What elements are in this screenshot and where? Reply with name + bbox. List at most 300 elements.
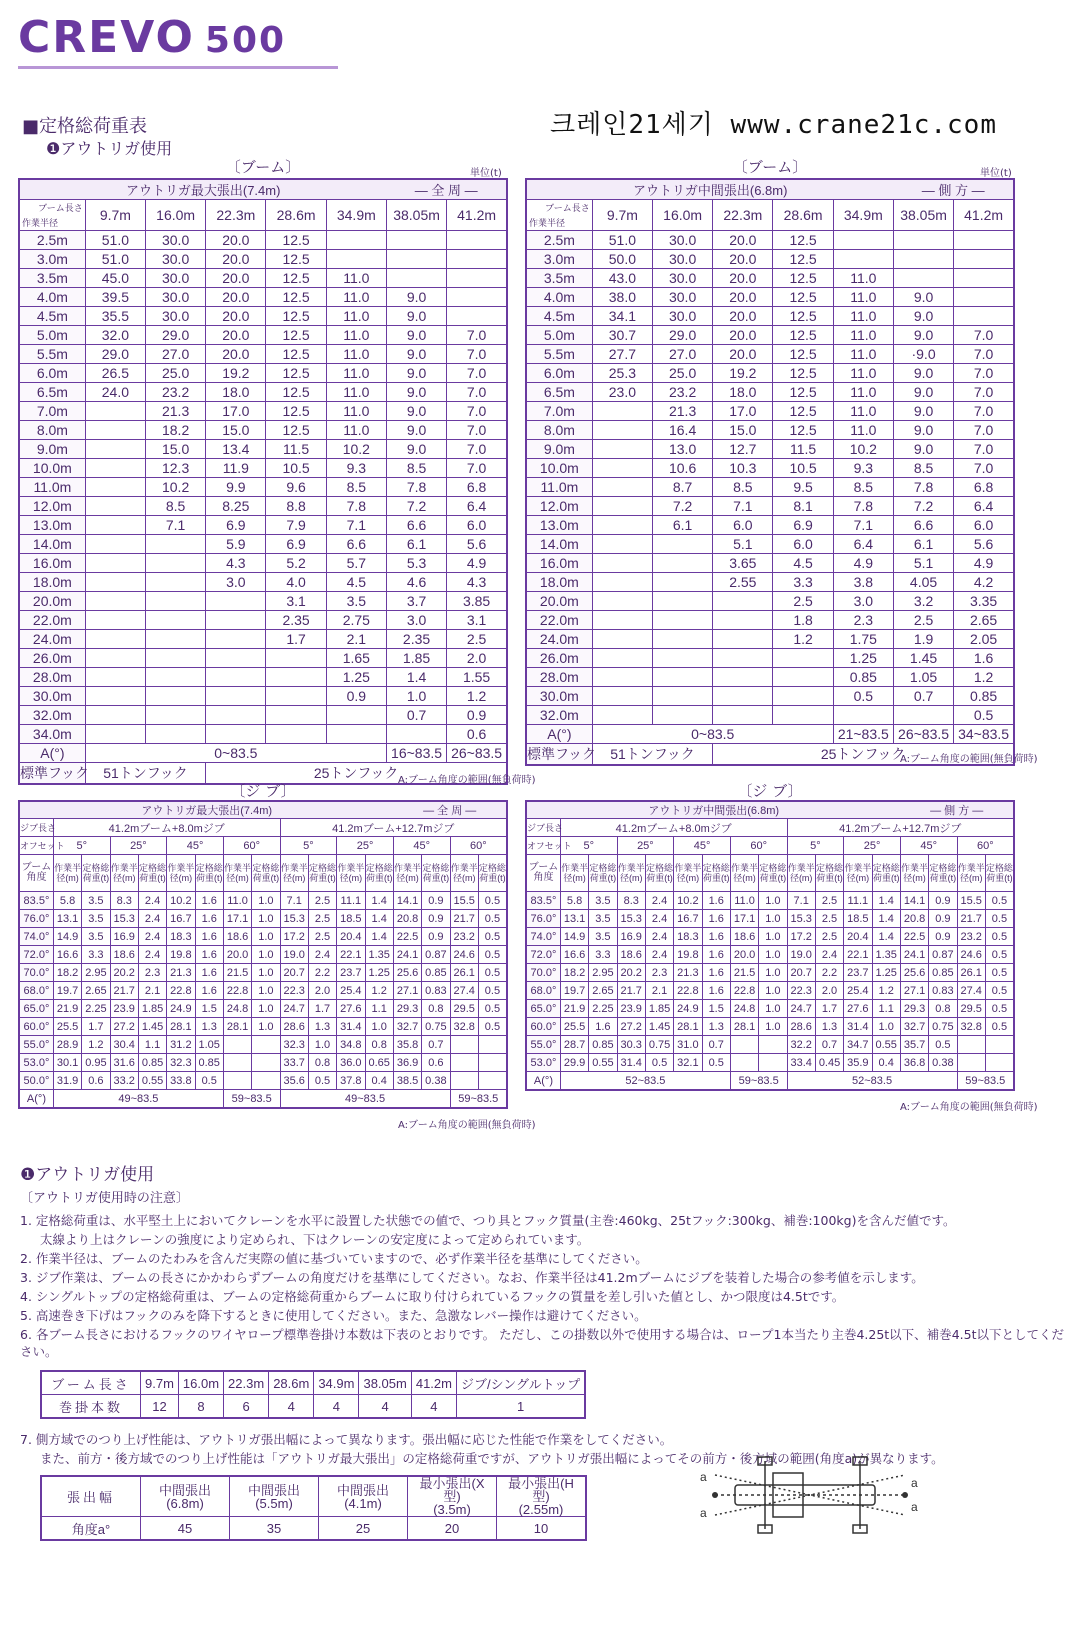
angle-cell: 21~83.5 — [833, 725, 893, 744]
angle-cell: 52~83.5 — [560, 1072, 730, 1091]
load-cell: 6.9 — [773, 516, 833, 535]
value-cell: 24.8 — [730, 1000, 758, 1018]
load-cell: 25.0 — [653, 364, 713, 383]
angle-cell: 65.0° — [526, 1000, 560, 1018]
load-cell: 5.6 — [954, 535, 1014, 554]
load-cell: 7.0 — [954, 326, 1014, 345]
value-cell: 27.2 — [110, 1018, 138, 1036]
corner-bottom: 作業半径 — [22, 218, 59, 228]
value-cell — [252, 1054, 280, 1072]
wire-header-length: ブーム長さ — [41, 1371, 141, 1395]
load-cell — [206, 649, 266, 668]
value-cell: 3.5 — [589, 892, 617, 910]
load-cell: 9.0 — [893, 364, 953, 383]
angle-cell: 34~83.5 — [954, 725, 1014, 744]
load-cell — [206, 687, 266, 706]
load-cell: 8.5 — [893, 459, 953, 478]
value-cell: 23.7 — [844, 964, 872, 982]
value-cell: 2.95 — [589, 964, 617, 982]
angle-value-cell: 45 — [141, 1517, 230, 1541]
value-cell: 32.7 — [900, 1018, 928, 1036]
load-cell: 5.7 — [326, 554, 386, 573]
value-cell: 0.9 — [422, 892, 450, 910]
load-cell — [592, 478, 652, 497]
value-cell: 28.6 — [280, 1018, 308, 1036]
table-row — [19, 307, 507, 326]
load-cell: 3.0 — [386, 611, 446, 630]
value-cell: 24.6 — [450, 946, 478, 964]
radius-cell: 5.0m — [526, 326, 592, 345]
load-cell: 23.2 — [653, 383, 713, 402]
radius-sub-header: 作業半径(m) — [393, 855, 421, 892]
value-cell: 1.6 — [702, 982, 730, 1000]
value-cell: 31.2 — [167, 1036, 195, 1054]
angle-label: A(°) — [19, 1090, 53, 1109]
value-cell: 16.7 — [167, 910, 195, 928]
boom-length-header: 22.3m — [206, 200, 266, 231]
jib-config-header: 41.2mブーム+12.7mジブ — [787, 819, 1014, 837]
table-row — [526, 326, 1014, 345]
value-cell: 27.1 — [393, 982, 421, 1000]
angle-cell: 55.0° — [526, 1036, 560, 1054]
value-cell: 18.3 — [674, 928, 702, 946]
load-cell: 9.0 — [386, 307, 446, 326]
load-cell: 12.5 — [773, 326, 833, 345]
load-cell — [146, 592, 206, 611]
load-cell: 2.65 — [954, 611, 1014, 630]
value-cell: 20.8 — [900, 910, 928, 928]
value-cell: 2.5 — [815, 910, 843, 928]
table-row — [526, 592, 1014, 611]
radius-cell: 14.0m — [526, 535, 592, 554]
value-cell: 0.7 — [815, 1036, 843, 1054]
angle-cell: 72.0° — [19, 946, 53, 964]
outrigger-width-cell: 中間張出 (6.8m) — [141, 1476, 230, 1517]
load-cell: 6.1 — [653, 516, 713, 535]
value-cell: 22.5 — [900, 928, 928, 946]
value-cell: 32.3 — [280, 1036, 308, 1054]
value-cell — [957, 1054, 985, 1072]
value-cell: 28.1 — [674, 1018, 702, 1036]
load-cell: 45.0 — [85, 269, 145, 288]
value-cell: 15.3 — [617, 910, 645, 928]
value-cell: 2.0 — [308, 982, 336, 1000]
radius-cell: 2.5m — [19, 231, 85, 250]
value-cell: 35.8 — [393, 1036, 421, 1054]
load-cell: 1.05 — [893, 668, 953, 687]
load-cell — [447, 307, 507, 326]
value-cell: 17.2 — [787, 928, 815, 946]
load-cell — [833, 250, 893, 269]
value-cell: 0.4 — [872, 1054, 900, 1072]
value-cell: 0.5 — [478, 964, 507, 982]
radius-cell: 3.5m — [526, 269, 592, 288]
value-cell: 33.4 — [787, 1054, 815, 1072]
load-cell — [146, 573, 206, 592]
angle-cell: 74.0° — [19, 928, 53, 946]
table-row — [19, 630, 507, 649]
value-cell: 28.1 — [223, 1018, 251, 1036]
value-cell: 0.5 — [985, 910, 1014, 928]
table-row — [19, 459, 507, 478]
jib-config-header: 41.2mブーム+8.0mジブ — [53, 819, 280, 837]
load-cell — [592, 649, 652, 668]
load-cell: 9.0 — [386, 345, 446, 364]
value-cell: 27.4 — [957, 982, 985, 1000]
boom-length-header: 34.9m — [326, 200, 386, 231]
value-cell: 20.8 — [393, 910, 421, 928]
load-cell: 0.9 — [447, 706, 507, 725]
load-cell — [85, 649, 145, 668]
wire-length-cell: 41.2m — [411, 1371, 456, 1395]
load-cell: 4.6 — [386, 573, 446, 592]
diagram-label-a: a — [700, 1506, 707, 1520]
angle-label: A(°) — [19, 744, 85, 763]
load-cell: 4.9 — [833, 554, 893, 573]
load-cell — [713, 630, 773, 649]
radius-cell: 7.0m — [526, 402, 592, 421]
boom-length-header: 9.7m — [85, 200, 145, 231]
wire-rope-table-wrap — [40, 1370, 1070, 1419]
value-cell: 10.2 — [674, 892, 702, 910]
load-cell — [954, 231, 1014, 250]
corner-top: ブーム長さ — [545, 203, 590, 213]
load-cell: 11.0 — [326, 288, 386, 307]
value-cell: 1.0 — [252, 910, 280, 928]
load-cell: 7.1 — [713, 497, 773, 516]
table-row — [19, 383, 507, 402]
table-row — [526, 928, 1014, 946]
section-subtitle: ❶アウトリガ使用 — [46, 139, 173, 158]
angle-cell: 83.5° — [19, 892, 53, 910]
radius-sub-header: 作業半径(m) — [560, 855, 588, 892]
angle-cell: 53.0° — [19, 1054, 53, 1072]
load-cell — [146, 554, 206, 573]
value-cell: 21.7 — [110, 982, 138, 1000]
value-cell — [478, 1072, 507, 1090]
value-cell: 35.7 — [900, 1036, 928, 1054]
value-cell: 1.85 — [138, 1000, 166, 1018]
angle-cell: 53.0° — [526, 1054, 560, 1072]
load-cell: 7.0 — [954, 440, 1014, 459]
table-row — [19, 668, 507, 687]
load-cell: 34.1 — [592, 307, 652, 326]
radius-sub-header: 作業半径(m) — [957, 855, 985, 892]
load-cell: 10.3 — [713, 459, 773, 478]
value-cell: 1.6 — [195, 910, 223, 928]
radius-cell: 5.0m — [19, 326, 85, 345]
load-cell — [653, 573, 713, 592]
load-cell: 8.7 — [653, 478, 713, 497]
boom-angle-label: ブーム角度 — [19, 855, 53, 892]
value-cell: 22.3 — [280, 982, 308, 1000]
value-cell — [759, 1036, 787, 1054]
value-cell: 26.1 — [450, 964, 478, 982]
load-cell: 3.85 — [447, 592, 507, 611]
load-cell — [266, 725, 326, 744]
value-cell: 3.5 — [82, 892, 110, 910]
load-cell: 7.2 — [386, 497, 446, 516]
value-cell: 1.0 — [308, 1036, 336, 1054]
load-cell — [266, 668, 326, 687]
radius-cell: 26.0m — [526, 649, 592, 668]
value-cell: 1.4 — [365, 910, 393, 928]
boom-length-header: 38.05m — [386, 200, 446, 231]
note-item-7: 7. 側方域でのつり上げ性能は、アウトリガ張出幅によって異なります。張出幅に応じた性能で作業をしてください。 — [20, 1432, 673, 1447]
value-cell: 2.25 — [82, 1000, 110, 1018]
value-cell: 18.6 — [617, 946, 645, 964]
load-cell: 9.0 — [893, 307, 953, 326]
load-cell: 2.55 — [713, 573, 773, 592]
load-cell: 12.7 — [713, 440, 773, 459]
value-cell: 2.5 — [308, 928, 336, 946]
load-cell — [592, 554, 652, 573]
load-cell — [653, 535, 713, 554]
load-cell: 0.85 — [954, 687, 1014, 706]
value-cell: 0.83 — [422, 982, 450, 1000]
angle-value-cell: 35 — [230, 1517, 319, 1541]
load-cell: 20.0 — [713, 307, 773, 326]
load-cell: 8.5 — [146, 497, 206, 516]
value-cell: 14.1 — [393, 892, 421, 910]
load-cell — [146, 630, 206, 649]
load-cell: 12.5 — [773, 364, 833, 383]
value-cell — [730, 1036, 758, 1054]
value-cell: 21.5 — [223, 964, 251, 982]
angle-cell: 76.0° — [526, 910, 560, 928]
load-cell: 9.5 — [773, 478, 833, 497]
value-cell: 1.6 — [702, 892, 730, 910]
load-cell: 5.1 — [713, 535, 773, 554]
table-row — [526, 892, 1014, 910]
load-cell: 29.0 — [653, 326, 713, 345]
load-cell: 6.4 — [447, 497, 507, 516]
load-cell: 3.1 — [266, 592, 326, 611]
table-zone: ― 全 周 ― — [386, 179, 507, 200]
value-cell: 0.85 — [929, 964, 957, 982]
load-cell — [713, 706, 773, 725]
load-cell: 12.5 — [266, 402, 326, 421]
angle-cell: 52~83.5 — [787, 1072, 957, 1091]
table-row — [19, 611, 507, 630]
value-cell: 18.6 — [223, 928, 251, 946]
table-row — [526, 649, 1014, 668]
boom-length-header: 38.05m — [893, 200, 953, 231]
value-cell: 0.8 — [929, 1000, 957, 1018]
radius-cell: 5.5m — [526, 345, 592, 364]
corner-cell — [526, 200, 592, 231]
table-row — [526, 946, 1014, 964]
value-cell: 3.5 — [589, 928, 617, 946]
value-cell: 2.4 — [815, 946, 843, 964]
load-cell: 25.3 — [592, 364, 652, 383]
radius-sub-header: 作業半径(m) — [787, 855, 815, 892]
load-cell: 30.0 — [653, 250, 713, 269]
load-cell: 3.3 — [773, 573, 833, 592]
table-zone: ― 全 周 ― — [393, 801, 507, 819]
load-cell: 20.0 — [713, 250, 773, 269]
value-cell: 0.5 — [195, 1072, 223, 1090]
load-cell — [266, 706, 326, 725]
load-cell: 20.0 — [206, 326, 266, 345]
load-cell: 16.4 — [653, 421, 713, 440]
radius-cell: 4.5m — [19, 307, 85, 326]
value-cell: 32.7 — [393, 1018, 421, 1036]
angle-cell: 65.0° — [19, 1000, 53, 1018]
value-cell: 2.4 — [645, 946, 673, 964]
value-cell: 28.9 — [53, 1036, 81, 1054]
load-cell — [592, 668, 652, 687]
table-row — [526, 687, 1014, 706]
value-cell — [730, 1054, 758, 1072]
value-cell: 3.3 — [589, 946, 617, 964]
table-row — [19, 1000, 507, 1018]
offset-header: 5° — [560, 837, 617, 855]
value-cell: 21.5 — [730, 964, 758, 982]
load-cell: 20.0 — [206, 307, 266, 326]
value-cell: 1.4 — [365, 892, 393, 910]
angle-row — [526, 725, 1014, 744]
value-cell: 1.6 — [195, 892, 223, 910]
radius-cell: 9.0m — [19, 440, 85, 459]
load-cell: 0.7 — [893, 687, 953, 706]
table-title: アウトリガ最大張出(7.4m) — [19, 179, 386, 200]
load-cell: 3.35 — [954, 592, 1014, 611]
load-cell: 11.0 — [833, 269, 893, 288]
diagram-label-a: a — [911, 1500, 918, 1514]
value-cell: 24.7 — [787, 1000, 815, 1018]
load-cell — [85, 630, 145, 649]
value-cell: 7.1 — [787, 892, 815, 910]
value-cell: 1.25 — [365, 964, 393, 982]
wire-length-cell: 34.9m — [314, 1371, 359, 1395]
value-cell: 24.7 — [280, 1000, 308, 1018]
value-cell: 15.5 — [957, 892, 985, 910]
load-cell: 6.4 — [954, 497, 1014, 516]
radius-cell: 11.0m — [526, 478, 592, 497]
load-cell: 11.0 — [326, 307, 386, 326]
table-row — [19, 649, 507, 668]
angle-header-a: 角度a° — [41, 1517, 141, 1541]
load-cell: 30.0 — [653, 307, 713, 326]
value-cell: 28.1 — [167, 1018, 195, 1036]
load-cell: 4.5 — [773, 554, 833, 573]
value-cell: 0.5 — [645, 1054, 673, 1072]
load-cell: 7.8 — [893, 478, 953, 497]
value-cell: 25.6 — [393, 964, 421, 982]
value-cell: 2.5 — [815, 892, 843, 910]
value-cell — [450, 1054, 478, 1072]
value-cell: 25.5 — [53, 1018, 81, 1036]
value-cell: 33.7 — [280, 1054, 308, 1072]
value-cell: 1.7 — [82, 1018, 110, 1036]
radius-cell: 20.0m — [526, 592, 592, 611]
load-cell — [447, 250, 507, 269]
table-row — [19, 1018, 507, 1036]
brand-logo — [18, 12, 286, 63]
value-cell: 0.87 — [929, 946, 957, 964]
load-cell: 3.8 — [833, 573, 893, 592]
unit-label-right: 単位(t) — [980, 168, 1012, 179]
angle-note-boom-left: A:ブーム角度の範囲(無負荷時) — [398, 775, 536, 786]
value-cell: 21.9 — [53, 1000, 81, 1018]
value-cell: 0.5 — [478, 946, 507, 964]
load-cell: 9.3 — [326, 459, 386, 478]
table-row — [526, 964, 1014, 982]
load-cell — [266, 687, 326, 706]
wire-length-cell: 38.05m — [359, 1371, 411, 1395]
value-cell: 1.0 — [252, 946, 280, 964]
table-row — [19, 687, 507, 706]
value-cell: 22.8 — [223, 982, 251, 1000]
load-cell — [592, 459, 652, 478]
load-cell: 9.9 — [206, 478, 266, 497]
load-cell: 9.0 — [893, 383, 953, 402]
load-cell: 30.0 — [146, 288, 206, 307]
angle-cell: 49~83.5 — [53, 1090, 223, 1109]
load-cell: 12.5 — [773, 421, 833, 440]
load-cell — [447, 231, 507, 250]
value-cell: 2.4 — [645, 928, 673, 946]
load-cell: 3.0 — [206, 573, 266, 592]
table-row — [526, 383, 1014, 402]
load-cell — [833, 706, 893, 725]
brand-model: 500 — [204, 20, 287, 61]
value-cell: 18.3 — [167, 928, 195, 946]
load-cell: 2.5 — [773, 592, 833, 611]
load-cell — [85, 535, 145, 554]
load-cell: 4.9 — [447, 554, 507, 573]
hook-label: 標準フック — [19, 763, 85, 785]
load-cell — [653, 592, 713, 611]
value-cell: 1.0 — [759, 910, 787, 928]
value-cell: 2.1 — [645, 982, 673, 1000]
table-row — [19, 1072, 507, 1090]
load-cell: 1.4 — [386, 668, 446, 687]
value-cell: 29.3 — [393, 1000, 421, 1018]
value-cell: 15.3 — [787, 910, 815, 928]
wire-count-cell: 6 — [224, 1395, 269, 1419]
value-cell: 1.3 — [702, 1018, 730, 1036]
value-cell: 1.6 — [702, 946, 730, 964]
angle-row — [19, 744, 507, 763]
radius-cell: 13.0m — [526, 516, 592, 535]
table-row — [526, 910, 1014, 928]
load-cell — [893, 250, 953, 269]
table-row — [526, 231, 1014, 250]
load-sub-header: 定格総荷重(t) — [308, 855, 336, 892]
load-cell: 10.2 — [326, 440, 386, 459]
radius-cell: 4.5m — [526, 307, 592, 326]
boom-length-header: 22.3m — [713, 200, 773, 231]
load-cell: 1.65 — [326, 649, 386, 668]
load-cell: 9.3 — [833, 459, 893, 478]
boom-length-header: 16.0m — [653, 200, 713, 231]
load-cell — [85, 687, 145, 706]
load-cell: 2.5 — [447, 630, 507, 649]
value-cell: 10.2 — [167, 892, 195, 910]
value-cell: 0.87 — [422, 946, 450, 964]
load-sub-header: 定格総荷重(t) — [365, 855, 393, 892]
load-cell: 7.0 — [954, 383, 1014, 402]
table-title: アウトリガ最大張出(7.4m) — [19, 801, 393, 819]
load-cell: 1.2 — [447, 687, 507, 706]
value-cell: 20.7 — [280, 964, 308, 982]
jib-config-header: 41.2mブーム+12.7mジブ — [280, 819, 507, 837]
load-cell: 6.6 — [326, 535, 386, 554]
value-cell: 27.4 — [450, 982, 478, 1000]
wire-count-cell: 4 — [314, 1395, 359, 1419]
